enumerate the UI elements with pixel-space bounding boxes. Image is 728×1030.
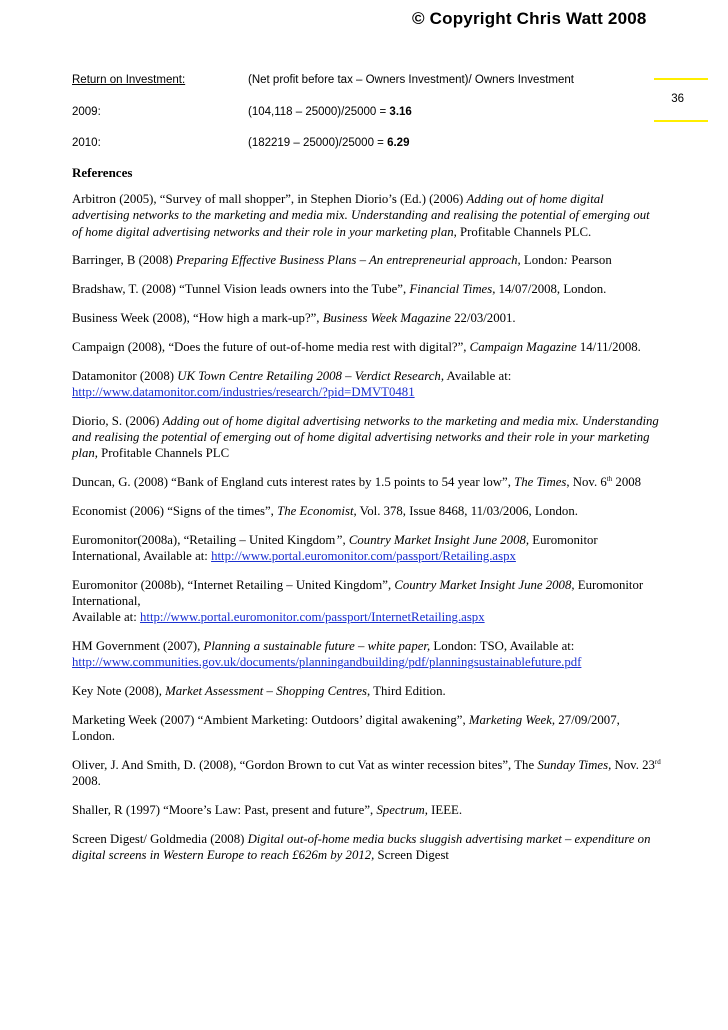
page-number: 36 (671, 93, 684, 105)
reference-link[interactable]: http://www.portal.euromonitor.com/passport/Retailing.aspx (211, 548, 516, 563)
reference-text: Euromonitor International, (72, 577, 644, 609)
ordinal-suffix: th (606, 475, 613, 484)
reference-title: Spectrum, (376, 803, 428, 818)
reference-title: The Economist, (277, 503, 357, 518)
reference-text: Business Week (2008), “How high a mark-up?”, (72, 310, 323, 325)
reference-text: Diorio, S. (2006) (72, 413, 163, 428)
reference-title: Financial Times, (409, 282, 496, 297)
reference-item (72, 532, 662, 565)
reference-title: Country Market Insight June 2008, (394, 577, 575, 592)
reference-text: HM Government (2007), (72, 639, 204, 654)
reference-title: UK Town Centre Retailing 2008 – Verdict Research, (177, 368, 445, 383)
reference-text: Campaign (2008), “Does the future of out-of-home media rest with digital?”, (72, 339, 470, 354)
reference-text: Euromonitor(2008a), “Retailing – United Kingdom (72, 532, 336, 547)
ordinal-suffix: rd (654, 758, 661, 767)
reference-link[interactable]: http://www.datamonitor.com/industries/research/?pid=DMVT0481 (72, 384, 415, 399)
reference-text: London (520, 253, 564, 268)
reference-text: 27/09/2007, London. (72, 713, 620, 744)
reference-text: Screen Digest/ Goldmedia (2008) (72, 832, 248, 847)
reference-text: Oliver, J. And Smith, D. (2008), “Gordon Brown to cut Vat as winter recession bites”, The (72, 758, 538, 773)
reference-title: Adding out of home digital advertising networks to the marketing and media mix. Understanding and realising the potential of emerging out of home digital advertising networks and their role in your marketing plan, (72, 192, 650, 239)
references-section (72, 165, 662, 876)
roi-label: Return on Investment: (72, 74, 186, 86)
reference-item (72, 683, 662, 699)
reference-text: Economist (2006) “Signs of the times”, (72, 503, 278, 518)
reference-text: Screen Digest (374, 848, 449, 863)
reference-text: 2008. (72, 774, 101, 789)
roi-calc-2009: (104,118 – 25000)/25000 = 3.16 (248, 106, 412, 118)
reference-title: : (563, 253, 568, 268)
reference-text: Euromonitor (2008b), “Internet Retailing – United Kingdom”, (72, 577, 395, 592)
reference-title: Sunday Times, (537, 758, 612, 773)
reference-item (72, 368, 662, 401)
reference-title: Digital out-of-home media bucks sluggish advertising market – expenditure on digital screens in Western Europe to reach £626m by 2012, (72, 832, 651, 863)
reference-item (72, 252, 662, 268)
reference-link[interactable]: http://www.portal.euromonitor.com/passport/InternetRetailing.aspx (139, 610, 485, 625)
reference-text: IEEE. (427, 803, 463, 818)
reference-text: Vol. 378, Issue 8468, 11/03/2006, London. (356, 503, 578, 518)
reference-text: Pearson (568, 253, 612, 268)
reference-text: Profitable Channels PLC. (456, 224, 592, 239)
reference-title: Adding out of home digital advertising networks to the marketing and media mix. Understanding and realising the potential of emerging out of home digital advertising networks and their role in your marketing plan, (72, 413, 659, 461)
reference-text: 22/03/2001. (450, 310, 516, 325)
reference-item (72, 281, 662, 297)
roi-year-2009: 2009: (72, 106, 101, 118)
reference-text: 2008 (612, 475, 642, 490)
page-number-box (654, 78, 708, 122)
reference-title: Marketing Week, (468, 713, 556, 728)
reference-item (72, 577, 662, 626)
reference-text: , Third Edition. (367, 684, 446, 699)
reference-text: London: TSO, Available at: (430, 639, 575, 654)
reference-link[interactable]: http://www.communities.gov.uk/documents/planningandbuilding/pdf/planningsustainablefuture.pdf (72, 655, 582, 670)
reference-item (72, 757, 662, 790)
reference-text: Barringer, B (2008) (72, 253, 176, 268)
reference-text: Key Note (2008), (72, 684, 166, 699)
reference-item (72, 712, 662, 745)
references-heading: References (72, 165, 133, 180)
reference-text: 14/07/2008, London. (495, 282, 607, 297)
reference-text: Datamonitor (2008) (72, 368, 178, 383)
reference-item (72, 191, 662, 240)
reference-item (72, 638, 662, 671)
reference-text: Bradshaw, T. (2008) “Tunnel Vision leads owners into the Tube”, (72, 282, 410, 297)
reference-text: Profitable Channels PLC (97, 446, 230, 461)
reference-text: Nov. 23 (611, 758, 655, 773)
reference-text: Available at: (444, 368, 512, 383)
reference-text: Marketing Week (2007) “Ambient Marketing: Outdoors’ digital awakening”, (72, 713, 469, 728)
roi-year-2010: 2010: (72, 137, 101, 149)
reference-text: Shaller, R (1997) “Moore’s Law: Past, present and future”, (72, 803, 377, 818)
reference-title: Planning a sustainable future – white paper, (203, 639, 431, 654)
reference-item (72, 413, 662, 462)
reference-text: Euromonitor International, Available at: (72, 532, 598, 563)
reference-text: Duncan, G. (2008) “Bank of England cuts interest rates by 1.5 points to 54 year low”, (72, 475, 515, 490)
copyright-header: © Copyright Chris Watt 2008 (412, 9, 647, 28)
reference-title: Business Week Magazine (322, 310, 451, 325)
reference-item (72, 802, 662, 818)
roi-formula: (Net profit before tax – Owners Investment)/ Owners Investment (248, 74, 574, 86)
reference-title: Market Assessment – Shopping Centres (165, 684, 367, 699)
reference-title: Preparing Effective Business Plans – An entrepreneurial approach, (175, 253, 521, 268)
reference-item (72, 339, 662, 355)
reference-text: Arbitron (2005), “Survey of mall shopper”, in Stephen Diorio’s (Ed.) (2006) (72, 192, 467, 206)
reference-text: 14/11/2008. (576, 339, 641, 354)
reference-item (72, 310, 662, 326)
reference-text: , Nov. 6 (566, 475, 607, 490)
reference-list (72, 191, 662, 864)
reference-title: ”, Country Market Insight June 2008, (335, 532, 530, 547)
reference-item (72, 831, 662, 864)
reference-item (72, 474, 662, 490)
reference-text: Available at: (72, 610, 140, 625)
reference-title: The Times (514, 475, 567, 490)
reference-item (72, 503, 662, 519)
roi-calc-2010: (182219 – 25000)/25000 = 6.29 (248, 137, 410, 149)
reference-title: Campaign Magazine (469, 339, 577, 354)
